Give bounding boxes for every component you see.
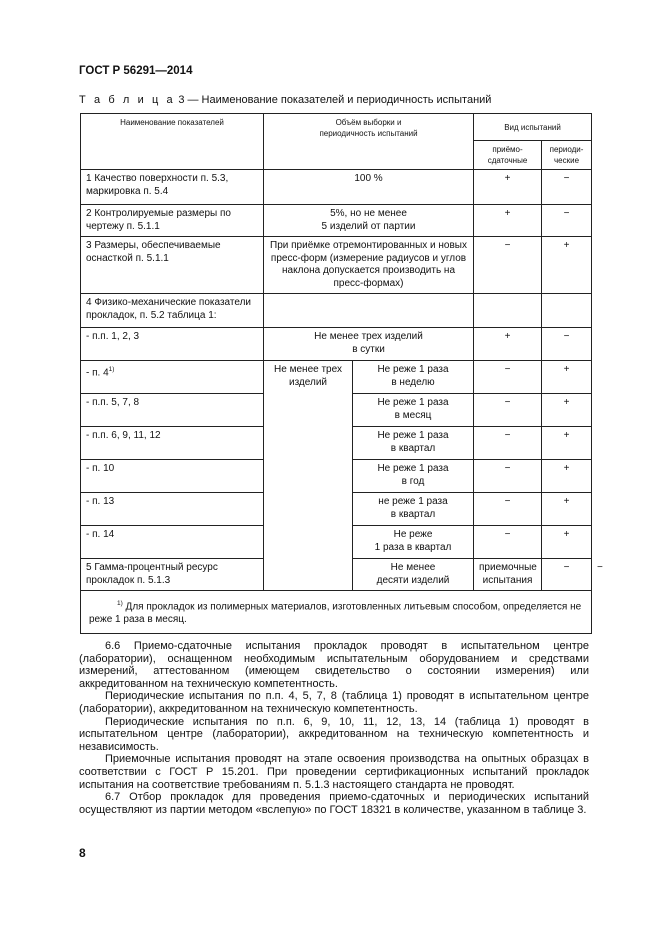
- row-acceptance: −: [474, 394, 542, 427]
- row-name: 4 Физико-механические показатели прокладок, п. 5.2 таблица 1:: [81, 294, 264, 328]
- row-acceptance: −: [474, 493, 542, 526]
- row-acceptance: [474, 294, 542, 328]
- table-row: 5 Гамма-процентный ресурс прокладок п. 5.1.3 Не менее десяти изделий приемочные испытания − −: [81, 559, 592, 591]
- row-periodic: +: [542, 460, 592, 493]
- row-periodic: +: [542, 237, 592, 294]
- table-caption: [79, 94, 491, 106]
- row-periodic: [542, 294, 592, 328]
- table-caption-label: Т а б л и ц а: [79, 94, 176, 106]
- row-acceptance: −: [474, 427, 542, 460]
- row-quantity: Не менее десяти изделий: [353, 559, 474, 591]
- paragraph-periodic-2: Периодические испытания по п.п. 6, 9, 10, 11, 12, 13, 14 (таблица 1) проводят в испытательном центре (лаборатории), аккредитованном на техническую компетентность и независимость.: [79, 715, 589, 753]
- footnote-row: [81, 591, 592, 634]
- page-number: 8: [79, 846, 86, 860]
- row-sample: [264, 294, 474, 328]
- row-periodic: −: [542, 205, 592, 237]
- row-periodic: +: [542, 526, 592, 559]
- row-periodic: −: [542, 328, 592, 361]
- row-name: 3 Размеры, обеспечиваемые оснасткой п. 5.1.1: [81, 237, 264, 294]
- row-quantity: Не менее трех изделий: [264, 361, 353, 591]
- table-footnote: [81, 591, 592, 634]
- row-acceptance: −: [474, 460, 542, 493]
- row-frequency: Не реже 1 раза в год: [353, 460, 474, 493]
- row-periodic: −: [542, 170, 592, 205]
- row-sample: 5%, но не менее 5 изделий от партии: [264, 205, 474, 237]
- table-row: [81, 361, 592, 394]
- table-caption-text: 3 — Наименование показателей и периодичность испытаний: [175, 94, 492, 106]
- row-name: - п.п. 1, 2, 3: [81, 328, 264, 361]
- footnote-text: Для прокладок из полимерных материалов, изготовленных литьевым способом, определяется не реже 1 раза в месяц.: [89, 601, 582, 626]
- footnote-mark: 1): [117, 600, 123, 607]
- row-acceptance: −: [542, 559, 592, 591]
- row-name: - п.п. 5, 7, 8: [81, 394, 264, 427]
- paragraph-6-7: 6.7 Отбор прокладок для проведения приемо-сдаточных и периодических испытаний осуществляют из партии методом «вслепую» по ГОСТ 18321 в количестве, указанном в таблице 3.: [79, 791, 589, 816]
- body-text: [79, 640, 589, 816]
- row-acceptance: +: [474, 170, 542, 205]
- col-header-type: Вид испытаний: [474, 114, 592, 141]
- row-acceptance: +: [474, 328, 542, 361]
- indicators-table: [80, 113, 603, 634]
- row-name: - п.п. 6, 9, 11, 12: [81, 427, 264, 460]
- row-frequency: приемочные испытания: [474, 559, 542, 591]
- row-frequency: не реже 1 раза в квартал: [353, 493, 474, 526]
- row-name: 1 Качество поверхности п. 5.3, маркировка п. 5.4: [81, 170, 264, 205]
- col-header-periodic: периоди- ческие: [542, 141, 592, 170]
- table-row: [81, 237, 592, 294]
- row-name: 2 Контролируемые размеры по чертежу п. 5.1.1: [81, 205, 264, 237]
- row-sample: Не менее трех изделий в сутки: [264, 328, 474, 361]
- col-header-sample: Объём выборки и периодичность испытаний: [264, 114, 474, 170]
- table-row: [81, 328, 592, 361]
- row-name: - п. 13: [81, 493, 264, 526]
- row-acceptance: −: [474, 237, 542, 294]
- row-periodic: +: [542, 493, 592, 526]
- row-frequency: Не реже 1 раза в квартал: [353, 427, 474, 460]
- footnote-ref: 1): [108, 366, 115, 373]
- table-row: [81, 205, 592, 237]
- col-header-name: Наименование показателей: [81, 114, 264, 170]
- row-acceptance: −: [474, 361, 542, 394]
- row-name: - п. 14: [81, 526, 264, 559]
- row-frequency: Не реже 1 раза в неделю: [353, 361, 474, 394]
- row-sample: При приёмке отремонтированных и новых пресс-форм (измерение радиусов и углов наклона допускается производить на пресс-формах): [264, 237, 474, 294]
- row-periodic: +: [542, 361, 592, 394]
- row-name-text: - п. 4: [86, 367, 109, 379]
- paragraph-6-6: 6.6 Приемо-сдаточные испытания прокладок проводят в испытательном центре (лаборатории), оснащенном необходимым испытательным оборудованием и средствами измерений, аттестованном (имеющем свидетельство о состоянии измерения) или аккредитованном на техническую компетентность.: [79, 640, 589, 690]
- row-acceptance: +: [474, 205, 542, 237]
- row-sample: 100 %: [264, 170, 474, 205]
- row-acceptance: −: [474, 526, 542, 559]
- paragraph-acceptance: Приемочные испытания проводят на этапе освоения производства на опытных образцах в соответствии с ГОСТ Р 15.201. При проведении сертификационных испытаний прокладок испытания на соответствие требованиям п. 5.1.3 настоящего стандарта не проводят.: [79, 753, 589, 791]
- col-header-acceptance: приёмо- сдаточные: [474, 141, 542, 170]
- row-frequency: Не реже 1 раза в квартал: [353, 526, 474, 559]
- row-name: 5 Гамма-процентный ресурс прокладок п. 5.1.3: [81, 559, 264, 591]
- table-row: [81, 170, 592, 205]
- row-periodic: +: [542, 427, 592, 460]
- document-header: ГОСТ Р 56291—2014: [79, 65, 193, 77]
- row-name: [81, 361, 264, 394]
- table-row: [81, 294, 592, 328]
- row-frequency: Не реже 1 раза в месяц: [353, 394, 474, 427]
- row-name: - п. 10: [81, 460, 264, 493]
- row-periodic: +: [542, 394, 592, 427]
- paragraph-periodic-1: Периодические испытания по п.п. 4, 5, 7, 8 (таблица 1) проводят в испытательном центре (лаборатории), аккредитованном на техническую компетентность.: [79, 690, 589, 715]
